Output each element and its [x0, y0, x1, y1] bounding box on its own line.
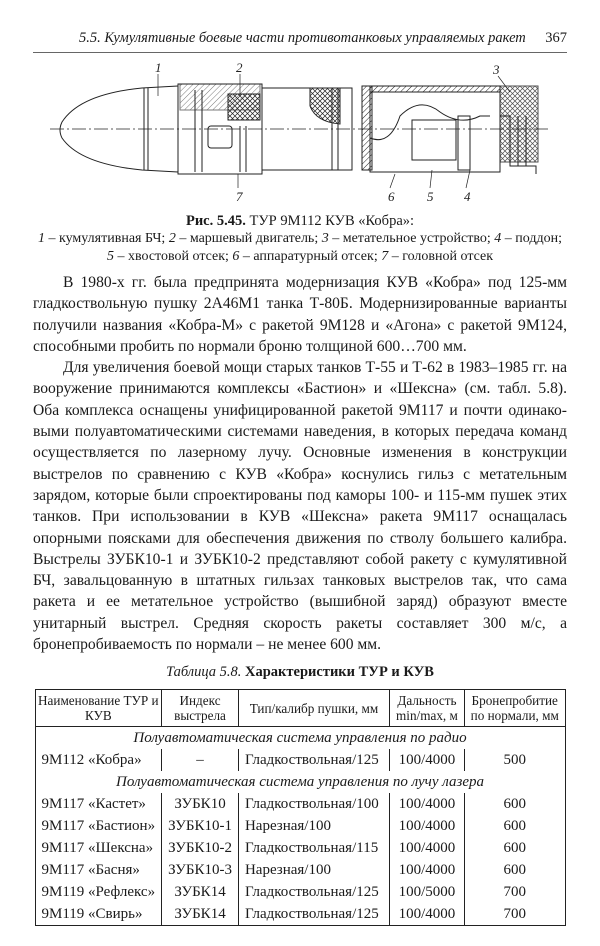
- legend-text: – метательное устройство;: [328, 231, 495, 246]
- body-text: [33, 272, 567, 655]
- table-cell: Гладкоствольная/115: [238, 837, 389, 859]
- table-group-row: [35, 727, 565, 750]
- table-cell: 9М117 «Басня»: [35, 859, 162, 881]
- table-cell: 600: [464, 837, 565, 859]
- table-cell: ЗУБК14: [162, 903, 239, 926]
- table-cell: 500: [464, 749, 565, 771]
- legend-text: – поддон;: [501, 231, 562, 246]
- table-cell: 9М117 «Шексна»: [35, 837, 162, 859]
- legend-num: 1: [38, 231, 46, 246]
- figure-label-4: 4: [464, 189, 471, 204]
- figure-label-1: 1: [155, 60, 162, 75]
- table-cell: ЗУБК10-3: [162, 859, 239, 881]
- table-cell: 700: [464, 903, 565, 926]
- column-header: Наименование ТУР и КУВ: [35, 690, 162, 727]
- column-header: Дальность min/max, м: [389, 690, 464, 727]
- legend-text: – хвостовой отсек;: [113, 249, 233, 264]
- figure-label-3: 3: [493, 62, 500, 77]
- table-cell: ЗУБК14: [162, 881, 239, 903]
- figure-label-5: 5: [427, 189, 434, 204]
- table-row: [35, 837, 565, 859]
- page: [33, 0, 567, 946]
- legend-text: – кумулятивная БЧ;: [45, 231, 169, 246]
- table-number: Таблица 5.8.: [166, 664, 242, 681]
- table-cell: 600: [464, 793, 565, 815]
- column-header: Индекс выстрела: [162, 690, 239, 727]
- table-cell: 100/4000: [389, 837, 464, 859]
- table-cell: –: [162, 749, 239, 771]
- figure-label-6: 6: [388, 189, 395, 204]
- column-header: Тип/калибр пушки, мм: [238, 690, 389, 727]
- table-row: [35, 815, 565, 837]
- table-cell: Гладкоствольная/100: [238, 793, 389, 815]
- table-row: [35, 881, 565, 903]
- characteristics-table: [35, 689, 566, 926]
- table-caption: [33, 663, 567, 681]
- figure-caption: [19, 212, 581, 230]
- table-cell: 600: [464, 859, 565, 881]
- table-cell: 100/5000: [389, 881, 464, 903]
- legend-num: 4: [494, 231, 502, 246]
- table-cell: 600: [464, 815, 565, 837]
- table-title: Характеристики ТУР и КУВ: [245, 664, 434, 681]
- table-cell: Гладкоствольная/125: [238, 903, 389, 926]
- table-cell: 100/4000: [389, 815, 464, 837]
- table-row: [35, 749, 565, 771]
- table-row: [35, 793, 565, 815]
- figure-label-2: 2: [236, 60, 243, 75]
- page-number: 367: [545, 30, 567, 46]
- legend-num: 3: [321, 231, 329, 246]
- paragraph: Для увеличения боевой мощи старых танков Т-55 и Т-62 в 1983–1985 гг. на вооружение принимаются комплексы «Бастион» и «Шексна» (см. табл. 5.8). Оба комплекса оснащены унифицированной ракетой 9М117 и почти одинаковыми полуавтоматическими системами наведения, в которых передача команд осуществляется по лазерному лучу. Основные изменения в конструкции выстрелов по сравнению с КУВ «Кобра» коснулись гильз с метательным зарядом, которые были спроектированы под каморы 100- и 115-мм пушек этих танков. При использовании в КУВ «Шексна» ракета 9М117 оснащалась опорными поясками для обеспечения движения по стволу большего калибра. Выстрелы ЗУБК10-1 и ЗУБК10-2 представляют собой ракету с кумулятивной БЧ, завальцованную в штатных гильзах танковых выстрелов так, что сама ракета и ее метательное устройство (вышибной заряд) образуют вместе унитарный выстрел. Средняя скорость ракеты составляет 300 м/с, а бронепробиваемость по нормали – не менее 600 мм.: [33, 359, 567, 654]
- missile-diagram: [40, 56, 560, 208]
- table-cell: Гладкоствольная/125: [238, 749, 389, 771]
- table-header-row: [35, 690, 565, 727]
- group-title: Полуавтоматическая система управления по лучу лазера: [35, 771, 565, 793]
- legend-text: – головной отсек: [388, 249, 494, 264]
- table-cell: ЗУБК10-2: [162, 837, 239, 859]
- legend-num: 2: [168, 231, 176, 246]
- table-cell: 100/4000: [389, 793, 464, 815]
- figure-label-7: 7: [236, 189, 243, 204]
- table-cell: 100/4000: [389, 859, 464, 881]
- legend-line: [19, 230, 581, 248]
- table-cell: 100/4000: [389, 903, 464, 926]
- table-cell: Нарезная/100: [238, 859, 389, 881]
- legend-num: 5: [106, 249, 114, 264]
- legend-num: 6: [232, 249, 240, 264]
- table-cell: ЗУБК10-1: [162, 815, 239, 837]
- table-group-row: [35, 771, 565, 793]
- legend-line: [19, 248, 581, 266]
- figure-title: ТУР 9М112 КУВ «Кобра»:: [249, 213, 415, 229]
- table-cell: 9М117 «Кастет»: [35, 793, 162, 815]
- section-title: 5.5. Кумулятивные боевые части противотанковых управляемых ракет: [79, 30, 526, 46]
- paragraph: В 1980-х гг. была предпринята модернизация КУВ «Кобра» под 125-мм гладкоствольную пушку 2А46М1 танка Т-80Б. Модернизированные варианты получили названия «Кобра-М» с ракетой 9М128 и «Агона» с ракетой 9М124, способными пробить по нормали броню толщиной 600…700 мм.: [33, 274, 567, 355]
- table-cell: 700: [464, 881, 565, 903]
- table-row: [35, 859, 565, 881]
- table-cell: Нарезная/100: [238, 815, 389, 837]
- table-cell: 9М119 «Свирь»: [35, 903, 162, 926]
- column-header: Бронепробитие по нормали, мм: [464, 690, 565, 727]
- table-cell: 9М119 «Рефлекс»: [35, 881, 162, 903]
- table-cell: 9М117 «Бастион»: [35, 815, 162, 837]
- group-title: Полуавтоматическая система управления по радио: [35, 727, 565, 750]
- table-cell: Гладкоствольная/125: [238, 881, 389, 903]
- legend-text: – аппаратурный отсек;: [239, 249, 382, 264]
- table-row: [35, 903, 565, 926]
- table-cell: 9М112 «Кобра»: [35, 749, 162, 771]
- figure-number: Рис. 5.45.: [185, 213, 246, 229]
- legend-num: 7: [381, 249, 389, 264]
- table-cell: ЗУБК10: [162, 793, 239, 815]
- legend-text: – маршевый двигатель;: [175, 231, 322, 246]
- running-header: [33, 30, 567, 53]
- table-cell: 100/4000: [389, 749, 464, 771]
- figure-legend: [19, 230, 581, 266]
